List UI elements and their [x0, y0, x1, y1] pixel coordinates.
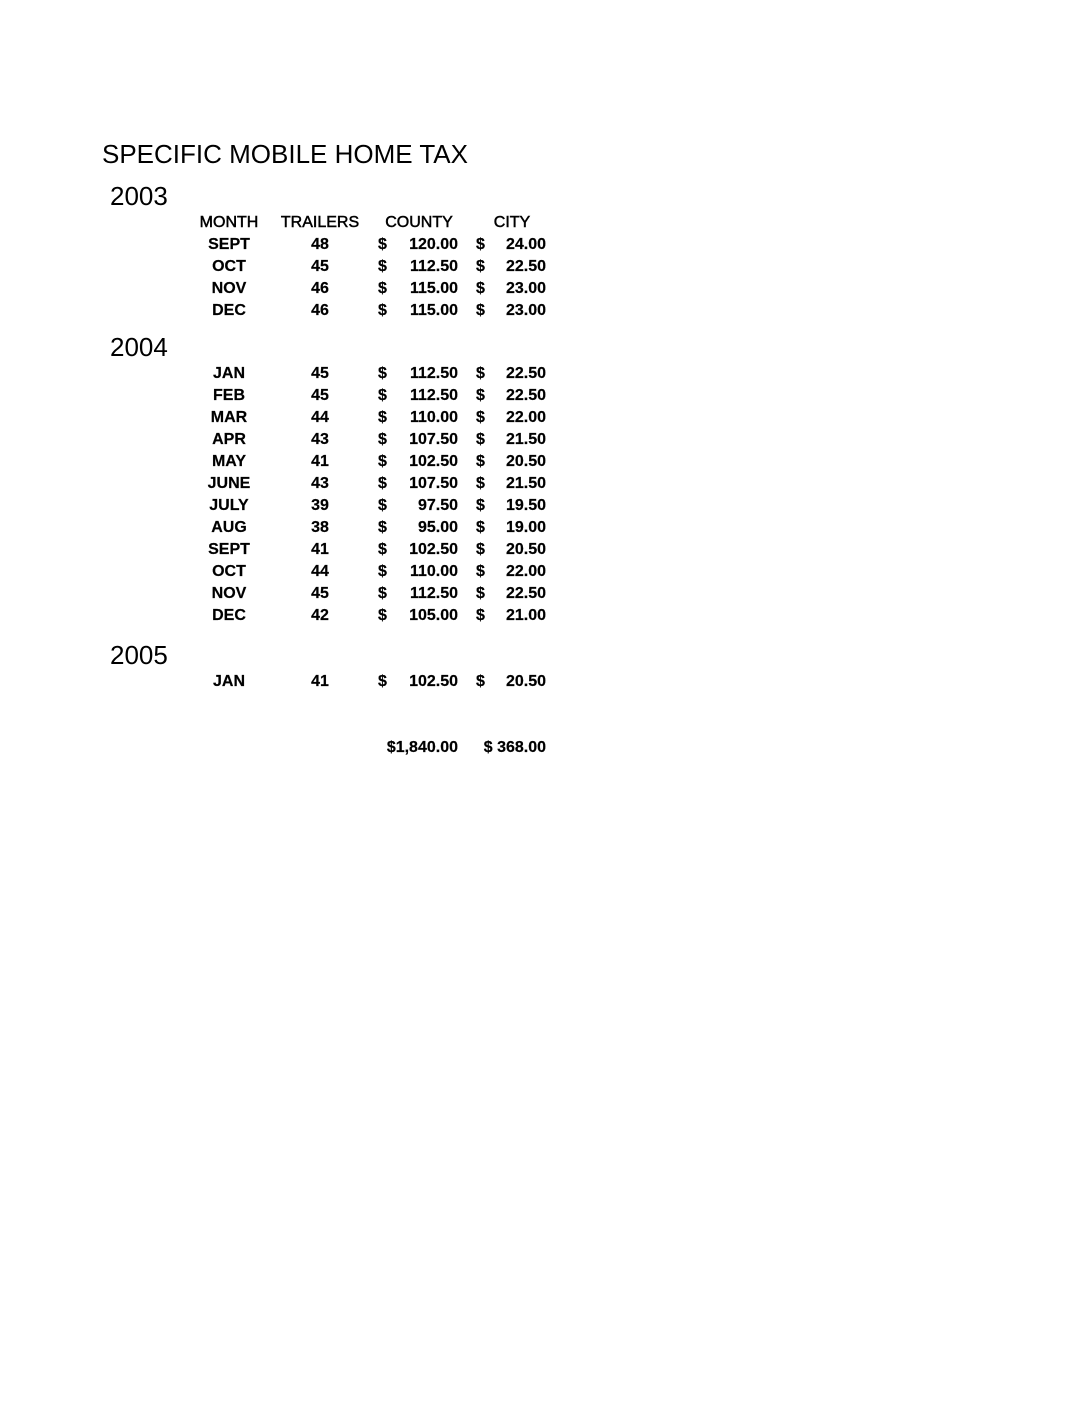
county-currency: $ — [378, 280, 387, 297]
table-row — [0, 451, 600, 473]
county-cell: 102.50 — [409, 673, 458, 690]
table-row — [0, 583, 600, 605]
county-cell: 110.00 — [409, 563, 458, 580]
city-cell: 22.50 — [505, 585, 546, 602]
county-currency: $ — [378, 302, 387, 319]
trailers-cell: 45 — [311, 365, 329, 382]
year-heading: 2003 — [110, 181, 168, 211]
table-row — [0, 605, 600, 627]
table-row — [0, 407, 600, 429]
trailers-cell: 44 — [311, 563, 329, 580]
county-cell: 112.50 — [409, 585, 458, 602]
trailers-cell: 39 — [311, 497, 329, 514]
table-row — [0, 278, 600, 300]
year-heading: 2004 — [110, 332, 168, 362]
table-row — [0, 495, 600, 517]
county-currency: $ — [378, 475, 387, 492]
month-cell: JAN — [212, 673, 245, 690]
city-currency: $ — [476, 519, 485, 536]
city-currency: $ — [476, 409, 485, 426]
page-title: SPECIFIC MOBILE HOME TAX — [102, 139, 468, 169]
city-currency: $ — [476, 431, 485, 448]
city-cell: 20.50 — [505, 673, 546, 690]
county-currency: $ — [378, 365, 387, 382]
county-cell: 107.50 — [409, 475, 458, 492]
month-cell: APR — [212, 431, 246, 448]
trailers-cell: 38 — [311, 519, 329, 536]
city-cell: 19.00 — [505, 519, 546, 536]
county-currency: $ — [378, 453, 387, 470]
month-cell: OCT — [212, 258, 246, 275]
table-row — [0, 517, 600, 539]
month-cell: MAR — [210, 409, 248, 426]
city-currency: $ — [476, 236, 485, 253]
city-cell: 21.50 — [505, 431, 546, 448]
county-currency: $ — [378, 585, 387, 602]
city-currency: $ — [476, 365, 485, 382]
trailers-cell: 43 — [311, 431, 329, 448]
month-cell: JAN — [212, 365, 245, 382]
trailers-cell: 45 — [311, 387, 329, 404]
county-cell: 112.50 — [409, 387, 458, 404]
total-city: $ 368.00 — [483, 739, 546, 756]
county-cell: 105.00 — [409, 607, 458, 624]
city-currency: $ — [476, 541, 485, 558]
city-currency: $ — [476, 673, 485, 690]
trailers-cell: 48 — [311, 236, 329, 253]
county-cell: 110.00 — [409, 409, 458, 426]
table-row — [0, 385, 600, 407]
city-cell: 24.00 — [505, 236, 546, 253]
county-cell: 102.50 — [409, 541, 458, 558]
city-currency: $ — [476, 497, 485, 514]
month-cell: SEPT — [208, 236, 250, 253]
county-currency: $ — [378, 607, 387, 624]
county-currency: $ — [378, 258, 387, 275]
county-cell: 120.00 — [409, 236, 458, 253]
city-currency: $ — [476, 453, 485, 470]
county-cell: 102.50 — [409, 453, 458, 470]
header-county: COUNTY — [385, 214, 453, 231]
county-currency: $ — [378, 431, 387, 448]
trailers-cell: 43 — [311, 475, 329, 492]
month-cell: MAY — [211, 453, 247, 470]
trailers-cell: 41 — [311, 453, 329, 470]
city-currency: $ — [476, 475, 485, 492]
totals-row — [0, 737, 600, 759]
city-cell: 19.50 — [505, 497, 546, 514]
month-cell: NOV — [211, 280, 247, 297]
table-row — [0, 256, 600, 278]
trailers-cell: 42 — [311, 607, 329, 624]
county-cell: 95.00 — [417, 519, 458, 536]
month-cell: AUG — [211, 519, 247, 536]
city-cell: 21.50 — [505, 475, 546, 492]
city-cell: 23.00 — [505, 302, 546, 319]
city-cell: 22.50 — [505, 387, 546, 404]
header-month: MONTH — [199, 214, 259, 231]
total-county: $1,840.00 — [386, 739, 458, 756]
month-cell: OCT — [212, 563, 246, 580]
month-cell: FEB — [213, 387, 245, 404]
county-currency: $ — [378, 409, 387, 426]
trailers-cell: 45 — [311, 585, 329, 602]
city-currency: $ — [476, 280, 485, 297]
month-cell: DEC — [212, 302, 246, 319]
table-row — [0, 429, 600, 451]
city-cell: 22.50 — [505, 365, 546, 382]
county-currency: $ — [378, 387, 387, 404]
month-cell: NOV — [211, 585, 247, 602]
city-cell: 22.00 — [505, 409, 546, 426]
city-currency: $ — [476, 387, 485, 404]
city-currency: $ — [476, 607, 485, 624]
trailers-cell: 41 — [311, 541, 329, 558]
header-city: CITY — [493, 214, 531, 231]
city-currency: $ — [476, 258, 485, 275]
county-cell: 115.00 — [409, 280, 458, 297]
table-header — [0, 212, 600, 234]
trailers-cell: 46 — [311, 302, 329, 319]
table-row — [0, 561, 600, 583]
year-heading: 2005 — [110, 640, 168, 670]
county-currency: $ — [378, 563, 387, 580]
month-cell: SEPT — [208, 541, 250, 558]
county-cell: 97.50 — [417, 497, 458, 514]
table-row — [0, 363, 600, 385]
header-trailers: TRAILERS — [280, 214, 360, 231]
table-row — [0, 539, 600, 561]
county-currency: $ — [378, 519, 387, 536]
trailers-cell: 45 — [311, 258, 329, 275]
trailers-cell: 44 — [311, 409, 329, 426]
county-cell: 107.50 — [409, 431, 458, 448]
county-cell: 112.50 — [409, 258, 458, 275]
city-cell: 23.00 — [505, 280, 546, 297]
county-currency: $ — [378, 497, 387, 514]
city-cell: 22.00 — [505, 563, 546, 580]
table-row — [0, 234, 600, 256]
city-currency: $ — [476, 302, 485, 319]
county-currency: $ — [378, 673, 387, 690]
county-cell: 115.00 — [409, 302, 458, 319]
trailers-cell: 46 — [311, 280, 329, 297]
county-cell: 112.50 — [409, 365, 458, 382]
table-row — [0, 300, 600, 322]
city-cell: 20.50 — [505, 453, 546, 470]
table-row — [0, 671, 600, 693]
county-currency: $ — [378, 541, 387, 558]
county-currency: $ — [378, 236, 387, 253]
city-currency: $ — [476, 585, 485, 602]
city-cell: 20.50 — [505, 541, 546, 558]
city-currency: $ — [476, 563, 485, 580]
table-row — [0, 473, 600, 495]
month-cell: JULY — [209, 497, 249, 514]
month-cell: DEC — [212, 607, 246, 624]
trailers-cell: 41 — [311, 673, 329, 690]
city-cell: 22.50 — [505, 258, 546, 275]
city-cell: 21.00 — [505, 607, 546, 624]
month-cell: JUNE — [207, 475, 251, 492]
